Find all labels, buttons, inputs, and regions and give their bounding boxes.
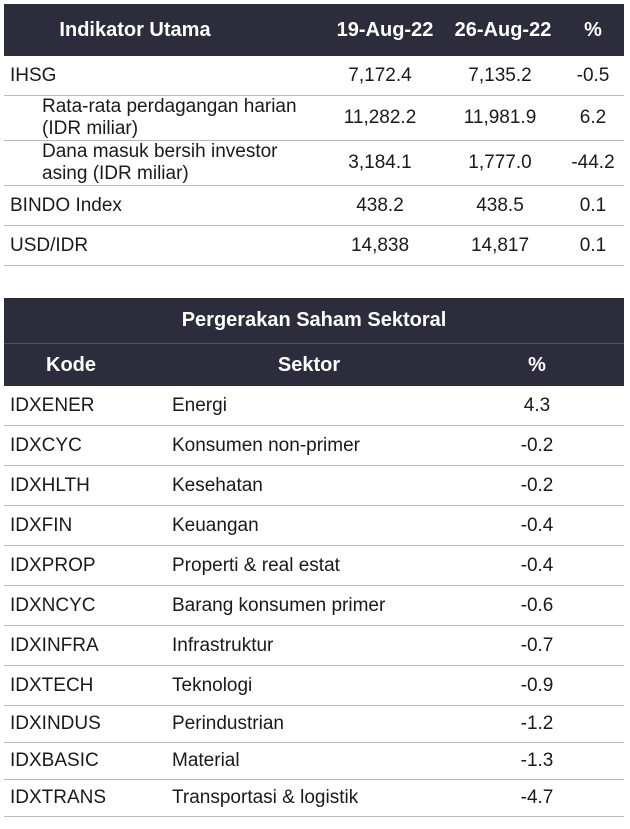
value-pct: 6.2 (579, 107, 607, 128)
value-date-1: 11,282.2 (343, 107, 417, 128)
sector-table-header (4, 344, 624, 386)
value-date-1: 3,184.1 (348, 152, 412, 173)
sector-code: IDXINFRA (10, 634, 99, 656)
value-date-1: 7,172.4 (348, 64, 412, 86)
value-date-2: 14,817 (470, 234, 530, 256)
table-row (4, 626, 624, 666)
table-row (4, 506, 624, 546)
sector-pct: -0.4 (520, 554, 554, 576)
indicator-label: BINDO Index (10, 194, 122, 216)
sector-pct: -0.7 (520, 634, 554, 656)
header-date-1: 19-Aug-22 (336, 18, 434, 41)
sector-pct: -0.9 (520, 674, 554, 696)
value-date-1: 438.2 (356, 194, 404, 216)
table-row (4, 426, 624, 466)
sector-code: IDXFIN (10, 514, 73, 536)
sector-name: Perindustrian (172, 713, 284, 734)
sector-pct: -1.3 (520, 750, 554, 771)
sector-pct: 4.3 (523, 394, 551, 416)
header-pct: % (584, 18, 602, 41)
value-date-1: 14,838 (350, 234, 410, 256)
sector-code: IDXCYC (10, 434, 82, 456)
sector-code: IDXTRANS (10, 787, 107, 808)
table-row (4, 141, 624, 186)
sector-code: IDXENER (10, 394, 95, 416)
value-pct: 0.1 (579, 234, 607, 256)
sector-name: Konsumen non-primer (172, 434, 360, 456)
table-row (4, 546, 624, 586)
sector-name: Material (172, 750, 240, 771)
sector-movement-table (4, 298, 624, 817)
indicator-label (4, 96, 326, 140)
value-date-2: 7,135.2 (468, 64, 532, 86)
sector-name: Keuangan (172, 514, 259, 536)
header-date-2: 26-Aug-22 (454, 18, 552, 41)
sector-name: Infrastruktur (172, 634, 274, 656)
table-row (4, 186, 624, 226)
sector-code: IDXBASIC (10, 750, 99, 771)
sector-code: IDXINDUS (10, 713, 101, 734)
sector-code: IDXTECH (10, 674, 94, 696)
indicator-label: IHSG (10, 64, 57, 86)
sector-code: IDXHLTH (10, 474, 90, 496)
indicator-label: USD/IDR (10, 234, 89, 256)
sector-name: Energi (172, 394, 227, 416)
sector-table-title: Pergerakan Saham Sektoral (4, 298, 624, 344)
value-pct: -44.2 (571, 152, 615, 173)
sector-pct: -0.2 (520, 434, 554, 456)
sector-name: Properti & real estat (172, 554, 340, 576)
table-row (4, 743, 624, 780)
indicator-label-line2: (IDR miliar) (42, 118, 139, 139)
key-indicators-header (4, 4, 624, 56)
sector-name: Kesehatan (172, 474, 263, 496)
key-indicators-table (4, 4, 624, 266)
table-row (4, 386, 624, 426)
table-row (4, 586, 624, 626)
table-row (4, 666, 624, 706)
sector-code: IDXPROP (10, 554, 96, 576)
sector-pct: -0.6 (520, 594, 554, 616)
sector-pct: -0.4 (520, 514, 554, 536)
sector-pct: -4.7 (520, 787, 554, 808)
value-pct: -0.5 (576, 64, 610, 86)
indicator-label-line2: asing (IDR miliar) (42, 163, 189, 184)
header-sector: Sektor (277, 353, 341, 376)
header-code: Kode (46, 353, 96, 376)
value-date-2: 438.5 (476, 194, 524, 216)
value-pct: 0.1 (579, 194, 607, 216)
sector-name: Barang konsumen primer (172, 594, 386, 616)
header-indicator: Indikator Utama (59, 18, 211, 41)
table-row (4, 780, 624, 817)
sector-name: Teknologi (172, 674, 253, 696)
sector-pct: -0.2 (520, 474, 554, 496)
table-row (4, 96, 624, 141)
table-row (4, 226, 624, 266)
indicator-label-line1: Rata-rata perdagangan harian (42, 96, 297, 117)
indicator-label-line1: Dana masuk bersih investor (42, 141, 278, 162)
table-row (4, 466, 624, 506)
indicator-label (4, 141, 326, 185)
sector-name: Transportasi & logistik (172, 787, 359, 808)
value-date-2: 1,777.0 (468, 152, 532, 173)
table-row (4, 706, 624, 743)
value-date-2: 11,981.9 (463, 107, 537, 128)
table-row (4, 56, 624, 96)
sector-pct: -1.2 (520, 713, 554, 734)
sector-code: IDXNCYC (10, 594, 96, 616)
header-pct: % (528, 353, 546, 376)
